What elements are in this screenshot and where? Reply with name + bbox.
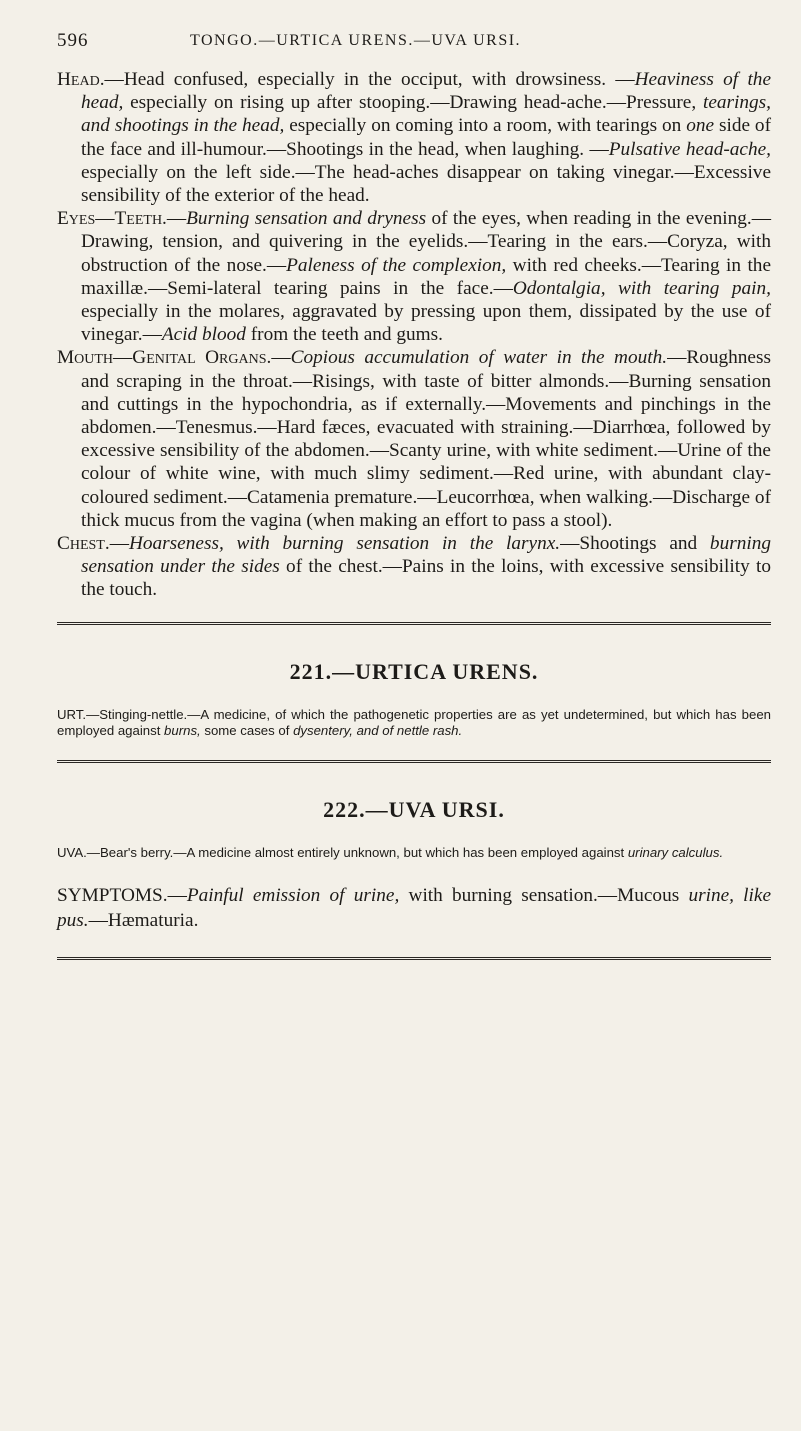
head-paragraph: Head.—Head confused, especially in the occiput, with drowsiness. —Heaviness of the head, especially on rising up after stooping.—Drawing head-ache.—Pressure, tearings, and shootings in the head, especially on coming into a room, with tearings on one side of the face and ill-humour.—Shootings in the head, when laughing. —Pulsative head-ache, especially on the left side.—The head-aches disappear on taking vinegar.—Excessive sensibility of the exterior of the head. bbox=[57, 69, 772, 207]
uva-description: UVA.—Bear's berry.—A medicine almost entirely unknown, but which has been employed against urinary calculus. bbox=[57, 844, 724, 860]
mouth-paragraph: Mouth—Genital Organs.—Copious accumulation of water in the mouth.—Roughness and scraping in the throat.—Risings, with taste of bitter almonds.—Burning sensation and cuttings in the hypochondria, as if externally.—Movements and pinchings in the abdomen.—Tenesmus.—Hard fæces, evacuated with straining.—Diarrhœa, followed by excessive sensibility of the abdomen.—Scanty urine, with white sediment.—Urine of the colour of white wine, with much slimy sediment.—Red urine, with abundant clay-coloured sediment.—Catamenia premature.—Leucorrhœa, when walking.—Discharge of thick mucus from the vagina (when making an effort to pass a stool). bbox=[57, 347, 771, 531]
chest-label: Chest. bbox=[57, 533, 110, 555]
mouth-label: Mouth—Genital Organs. bbox=[57, 347, 272, 369]
uva-title: 222.—UVA URSI. bbox=[323, 796, 505, 822]
head-label: Head. bbox=[57, 69, 105, 90]
section-divider bbox=[57, 760, 771, 763]
page-number: 596 bbox=[57, 30, 89, 51]
eyes-label: Eyes—Teeth. bbox=[57, 208, 167, 230]
chest-paragraph: Chest.—Hoarseness, with burning sensation in the larynx.—Shootings and burning sensation under the sides of the chest.—Pains in the loins, with excessive sensibility to the touch. bbox=[57, 533, 771, 601]
eyes-paragraph: Eyes—Teeth.—Burning sensation and dryness of the eyes, when reading in the evening.—Drawing, tension, and quivering in the eyelids.—Tearing in the ears.—Coryza, with obstruction of the nose.—Paleness of the complexion, with red cheeks.—Tearing in the maxillæ.—Semi-lateral tearing pains in the face.—Odontalgia, with tearing pain, especially in the molares, aggravated by pressing upon them, dissipated by the use of vinegar.—Acid blood from the teeth and gums. bbox=[57, 208, 772, 346]
uva-symptoms: SYMPTOMS.—Painful emission of urine, with burning sensation.—Mucous urine, like pus.—Hæmaturia. bbox=[57, 885, 772, 932]
running-head bbox=[57, 30, 771, 62]
page bbox=[57, 30, 771, 960]
symptoms-label: SYMPTOMS. bbox=[57, 885, 168, 907]
section-divider bbox=[57, 622, 771, 625]
urtica-description: URT.—Stinging-nettle.—A medicine, of which the pathogenetic properties are as yet undetermined, but which has been employed against burns, some cases of dysentery, and of nettle rash. bbox=[57, 706, 771, 739]
section-divider bbox=[57, 957, 771, 960]
running-title: TONGO.—URTICA URENS.—UVA URSI. bbox=[190, 32, 522, 49]
urtica-title: 221.—URTICA URENS. bbox=[289, 658, 539, 684]
